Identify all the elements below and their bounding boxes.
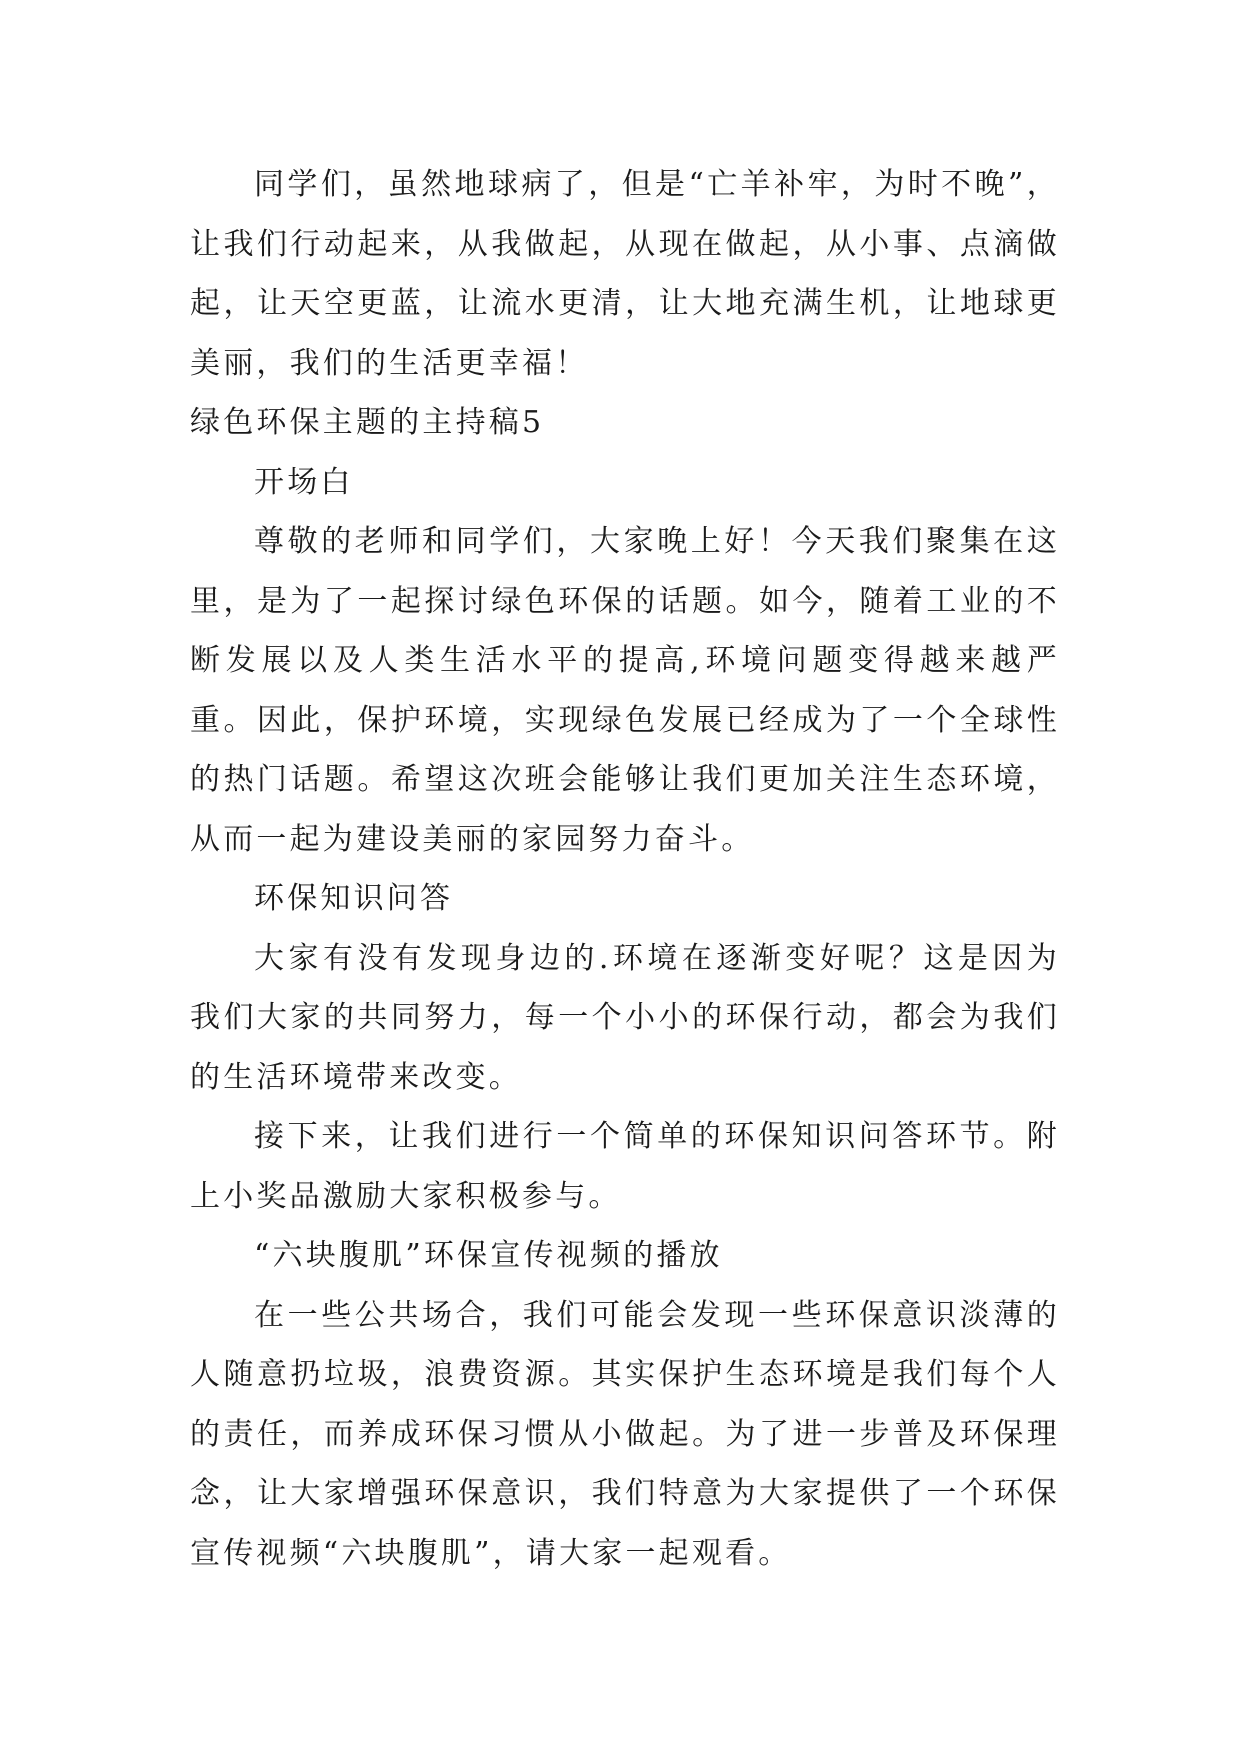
opening-paragraph: 尊敬的老师和同学们，大家晚上好！今天我们聚集在这里，是为了一起探讨绿色环保的话题。如今，随着工业的不断发展以及人类生活水平的提高,环境问题变得越来越严重。因此，保护环境，实现绿色发展已经成为了一个全球性的热门话题。希望这次班会能够让我们更加关注生态环境，从而一起为建设美丽的家园努力奋斗。	[190, 524, 1060, 857]
section-title: 绿色环保主题的主持稿5	[190, 405, 545, 440]
document-body	[190, 155, 1060, 1583]
quiz-paragraph-2: 接下来，让我们进行一个简单的环保知识问答环节。附上小奖品激励大家积极参与。	[190, 1119, 1060, 1214]
video-paragraph: 在一些公共场合，我们可能会发现一些环保意识淡薄的人随意扔垃圾，浪费资源。其实保护生态环境是我们每个人的责任，而养成环保习惯从小做起。为了进一步普及环保理念，让大家增强环保意识，我们特意为大家提供了一个环保宣传视频“六块腹肌”，请大家一起观看。	[190, 1297, 1060, 1571]
quiz-heading: 环保知识问答	[254, 881, 454, 916]
quiz-paragraph-1: 大家有没有发现身边的.环境在逐渐变好呢？这是因为我们大家的共同努力，每一个小小的环保行动，都会为我们的生活环境带来改变。	[190, 940, 1060, 1095]
intro-paragraph: 同学们，虽然地球病了，但是“亡羊补牢，为时不晚”，让我们行动起来，从我做起，从现在做起，从小事、点滴做起，让天空更蓝，让流水更清，让大地充满生机，让地球更美丽，我们的生活更幸福！	[190, 167, 1060, 381]
video-heading: “六块腹肌”环保宣传视频的播放	[254, 1238, 723, 1273]
opening-heading: 开场白	[254, 464, 354, 500]
